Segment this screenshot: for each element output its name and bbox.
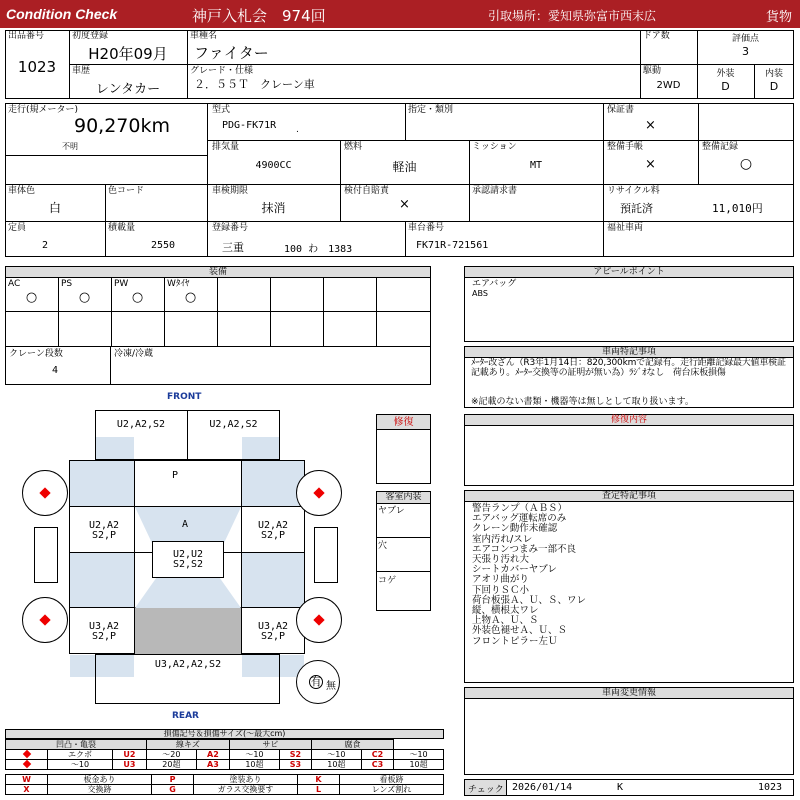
legend-code: A3 <box>196 760 229 770</box>
chassis-number: FK71R-721561 <box>416 240 489 251</box>
inspection-notes-title: 査定特記事項 <box>465 491 793 502</box>
vehicle-category: 貨物 <box>766 10 793 25</box>
score: 3 <box>742 45 749 58</box>
special-text: ﾒｰﾀｰ改ざん（R3年1月14日：820,300kmで記録有。走行距離記録最大値車検証記載あり。ﾒｰﾀｰ交換等の証明が無い為）ﾗｼﾞｵなし 荷台床板損傷 <box>471 358 786 378</box>
inspection-note-line: フロントピラー左Ｕ <box>472 635 558 647</box>
equipment-value: ○ <box>131 290 144 305</box>
model-type: PDG-FK71R <box>222 120 277 131</box>
legend-mark-desc: 交換跡 <box>48 785 152 795</box>
legend-title: 損傷記号＆損傷サイズ(〜最大cm) <box>5 729 444 739</box>
lot-label: 出品番号 <box>8 31 45 41</box>
legend-cell: 10超 <box>311 760 361 770</box>
inspection-note-line: 荷台板張Ａ、Ｕ、Ｓ、ワレ <box>472 594 587 606</box>
model-name-label: 車種名 <box>190 31 218 41</box>
history: レンタカー <box>95 82 161 97</box>
equipment-value: ○ <box>25 290 38 305</box>
drive: 2WD <box>656 80 681 91</box>
mission: MT <box>529 160 543 171</box>
legend-mark: K <box>298 775 340 785</box>
record: ○ <box>739 156 753 172</box>
inspection-note-line: エアコンつまみ一部不良 <box>472 543 577 555</box>
damage-left-rear: U3,A2 S2,P <box>88 621 120 642</box>
manual-label: 整備手帳 <box>607 142 644 152</box>
check-lot: 1023 <box>758 782 783 793</box>
damage-front-right: U2,A2,S2 <box>209 419 258 430</box>
capacity-label: 定員 <box>8 223 27 233</box>
crane-label: クレーン段数 <box>9 349 63 359</box>
repair-content-title: 修復内容 <box>465 415 793 426</box>
designation-label: 指定・類別 <box>408 105 454 115</box>
equipment-value: ○ <box>184 290 197 305</box>
left-mirror <box>34 527 58 583</box>
app-title: Condition Check <box>6 6 118 22</box>
cabin-burn: コゲ <box>378 576 397 586</box>
self-insp-label: 検付自賠責 <box>344 186 390 196</box>
right-mirror <box>314 527 338 583</box>
spare-absent: 無 <box>326 681 336 692</box>
equipment-label: AC <box>8 279 21 289</box>
inspection-notes-list <box>472 504 586 647</box>
type-dot: . <box>296 125 299 135</box>
body-color: 白 <box>48 201 61 215</box>
damage-roof: P <box>171 470 179 481</box>
appeal-line: ABS <box>472 289 488 298</box>
damage-right-door: U2,A2 S2,P <box>257 520 289 541</box>
manual: × <box>645 157 656 172</box>
cabin-hole: 穴 <box>378 541 388 551</box>
legend-mark: L <box>298 785 340 795</box>
special-title: 車両特記事項 <box>465 347 793 358</box>
equipment-label: PS <box>61 279 73 289</box>
inspection-note-line: シートカバーヤブレ <box>472 564 557 576</box>
recycle-fee: 11,010円 <box>712 202 763 215</box>
change-box <box>464 687 794 775</box>
load-label: 積載量 <box>108 223 136 233</box>
fuel: 軽油 <box>392 160 417 174</box>
inspection-note-line: アオリ曲がり <box>472 574 529 586</box>
auction-title: 神戸入札会 974回 <box>192 7 326 25</box>
legend-group: 腐食 <box>311 740 393 750</box>
legend-code: U3 <box>112 760 146 770</box>
load-capacity: 2550 <box>150 240 176 251</box>
color-label: 車体色 <box>8 186 36 196</box>
mileage-label: 走行(規メーター) <box>8 105 79 115</box>
legend-cell: 10超 <box>394 760 444 770</box>
equipment-value: ○ <box>78 290 91 305</box>
grade-label: グレード・仕様 <box>190 66 254 76</box>
appeal-title: アピールポイント <box>465 267 793 278</box>
legend-group: 線キズ <box>146 740 229 750</box>
warranty: × <box>645 118 656 133</box>
legend-cell: 〜10 <box>394 750 444 760</box>
displacement-label: 排気量 <box>212 142 240 152</box>
inspection-note-line: 外装色褪せＡ、Ｕ、Ｓ <box>472 625 568 637</box>
inspection-note-line: 室内汚れ/スレ <box>472 533 533 545</box>
appeal-line: エアバッグ <box>472 279 517 289</box>
mileage: 90,270km <box>74 115 170 137</box>
check-label: チェック <box>468 785 504 795</box>
legend-code: A2 <box>196 750 229 760</box>
mileage-note: 不明 <box>62 142 78 151</box>
legend-cell: 10超 <box>229 760 279 770</box>
wheel-rear-left <box>22 597 68 643</box>
interior-grade: D <box>769 80 779 93</box>
self-insp: × <box>399 197 410 212</box>
equipment-title: 装備 <box>6 267 430 278</box>
exterior-grade: D <box>721 80 730 93</box>
lot-number: 1023 <box>17 58 57 76</box>
first-reg: H20年09月 <box>88 45 168 63</box>
repair-label: 修復 <box>377 415 430 430</box>
interior-label: 内装 <box>764 69 783 79</box>
type-label: 型式 <box>212 105 231 115</box>
appeal-lines <box>472 279 516 299</box>
cabin-title: 客室内装 <box>377 492 430 504</box>
plate-number: 100 わ 1383 <box>284 244 353 255</box>
plate-label: 登録番号 <box>212 223 249 233</box>
equipment-label: PW <box>114 279 129 289</box>
legend-mark: G <box>152 785 194 795</box>
legend-code: C2 <box>361 750 393 760</box>
legend-code: S3 <box>279 760 311 770</box>
legend-cell: 20超 <box>146 760 196 770</box>
chassis-label: 車台番号 <box>408 223 445 233</box>
displacement: 4900CC <box>255 160 292 171</box>
rear-label: REAR <box>172 711 199 721</box>
check-inspector: K <box>617 782 624 793</box>
legend-cell: 〜10 <box>311 750 361 760</box>
legend-code: C3 <box>361 760 393 770</box>
legend-cell: 〜10 <box>48 760 113 770</box>
inspection-note-line: エアバッグ運転席のみ <box>472 513 567 525</box>
plate-pref: 三重 <box>222 241 244 254</box>
warranty-label: 保証書 <box>607 105 635 115</box>
legend-group: 凹凸・亀裂 <box>6 740 147 750</box>
inspection-note-line: 下回りＳＣ小 <box>472 584 530 596</box>
legend-mark: X <box>6 785 48 795</box>
damage-center: U2,U2 S2,S2 <box>172 549 204 570</box>
mission-label: ミッション <box>472 142 517 152</box>
record-label: 整備記録 <box>702 142 739 152</box>
fuel-label: 燃料 <box>344 142 363 152</box>
drive-label: 駆動 <box>643 66 662 76</box>
legend-mark-desc: 看板跡 <box>340 775 444 785</box>
doors-label: ドア数 <box>643 31 670 41</box>
inspection-note-line: 天張り汚れ大 <box>472 554 530 566</box>
model-name: ファイター <box>194 44 269 62</box>
cold-label: 冷凍/冷蔵 <box>114 349 154 359</box>
damage-front-left: U2,A2,S2 <box>116 419 166 430</box>
spare-present: 有 <box>310 675 322 688</box>
color-code-label: 色コード <box>108 186 145 196</box>
pickup-location: 引取場所：愛知県弥富市西末広 <box>488 9 657 23</box>
legend-marks-table <box>5 774 444 795</box>
legend-table <box>5 739 444 770</box>
check-date: 2026/01/14 <box>512 782 573 793</box>
inspection-note-line: 上物Ａ、Ｕ、Ｓ <box>472 615 539 627</box>
legend-mark: W <box>6 775 48 785</box>
welfare-label: 福祉車両 <box>607 223 644 233</box>
header-bar <box>0 0 800 28</box>
inspection-note-line: クレーン動作未確認 <box>472 523 558 535</box>
recycle-status: 預託済 <box>620 202 653 215</box>
recycle-label: リサイクル料 <box>607 186 660 196</box>
change-title: 車両変更情報 <box>465 688 793 699</box>
legend-mark-desc: 板金あり <box>48 775 152 785</box>
inspection-note-line: 縦、横根太ワレ <box>472 605 539 617</box>
legend-group: サビ <box>229 740 311 750</box>
equipment-label: Wﾀｲﾔ <box>167 279 190 289</box>
inspection-label: 車検期限 <box>212 186 249 196</box>
front-label: FRONT <box>167 392 202 402</box>
exterior-label: 外装 <box>716 69 735 79</box>
damage-right-rear: U3,A2 S2,P <box>257 621 289 642</box>
legend-code: U2 <box>112 750 146 760</box>
first-reg-label: 初度登録 <box>72 31 109 41</box>
legend-mark-desc: レンズ割れ <box>340 785 444 795</box>
wheel-front-left <box>22 470 68 516</box>
score-label: 評価点 <box>731 34 759 44</box>
legend-mark: P <box>152 775 194 785</box>
legend-cell: 〜10 <box>229 750 279 760</box>
grade: ２．５５Ｔ クレーン車 <box>194 78 315 91</box>
cabin-tear: ヤブレ <box>378 506 405 516</box>
approval-label: 承認請求書 <box>472 186 518 196</box>
wheel-front-right <box>296 470 342 516</box>
damage-left-door: U2,A2 S2,P <box>88 520 120 541</box>
damage-hood: A <box>181 519 189 530</box>
legend-cell: 〜20 <box>146 750 196 760</box>
legend-mark-desc: 塗装あり <box>194 775 298 785</box>
capacity: 2 <box>41 240 49 251</box>
history-label: 車歴 <box>72 66 91 76</box>
legend-cell: エクボ <box>48 750 113 760</box>
inspection-expiry: 抹消 <box>261 201 286 215</box>
legend-mark-desc: ガラス交換要す <box>194 785 298 795</box>
legend-code: S2 <box>279 750 311 760</box>
special-note: ※記載のない書類・機器等は無しとして取り扱います。 <box>471 397 694 407</box>
crane-stages: 4 <box>51 365 59 376</box>
inspection-note-line: 警告ランプ（ＡＢＳ） <box>472 503 568 514</box>
damage-rear: U3,A2,A2,S2 <box>154 659 222 670</box>
